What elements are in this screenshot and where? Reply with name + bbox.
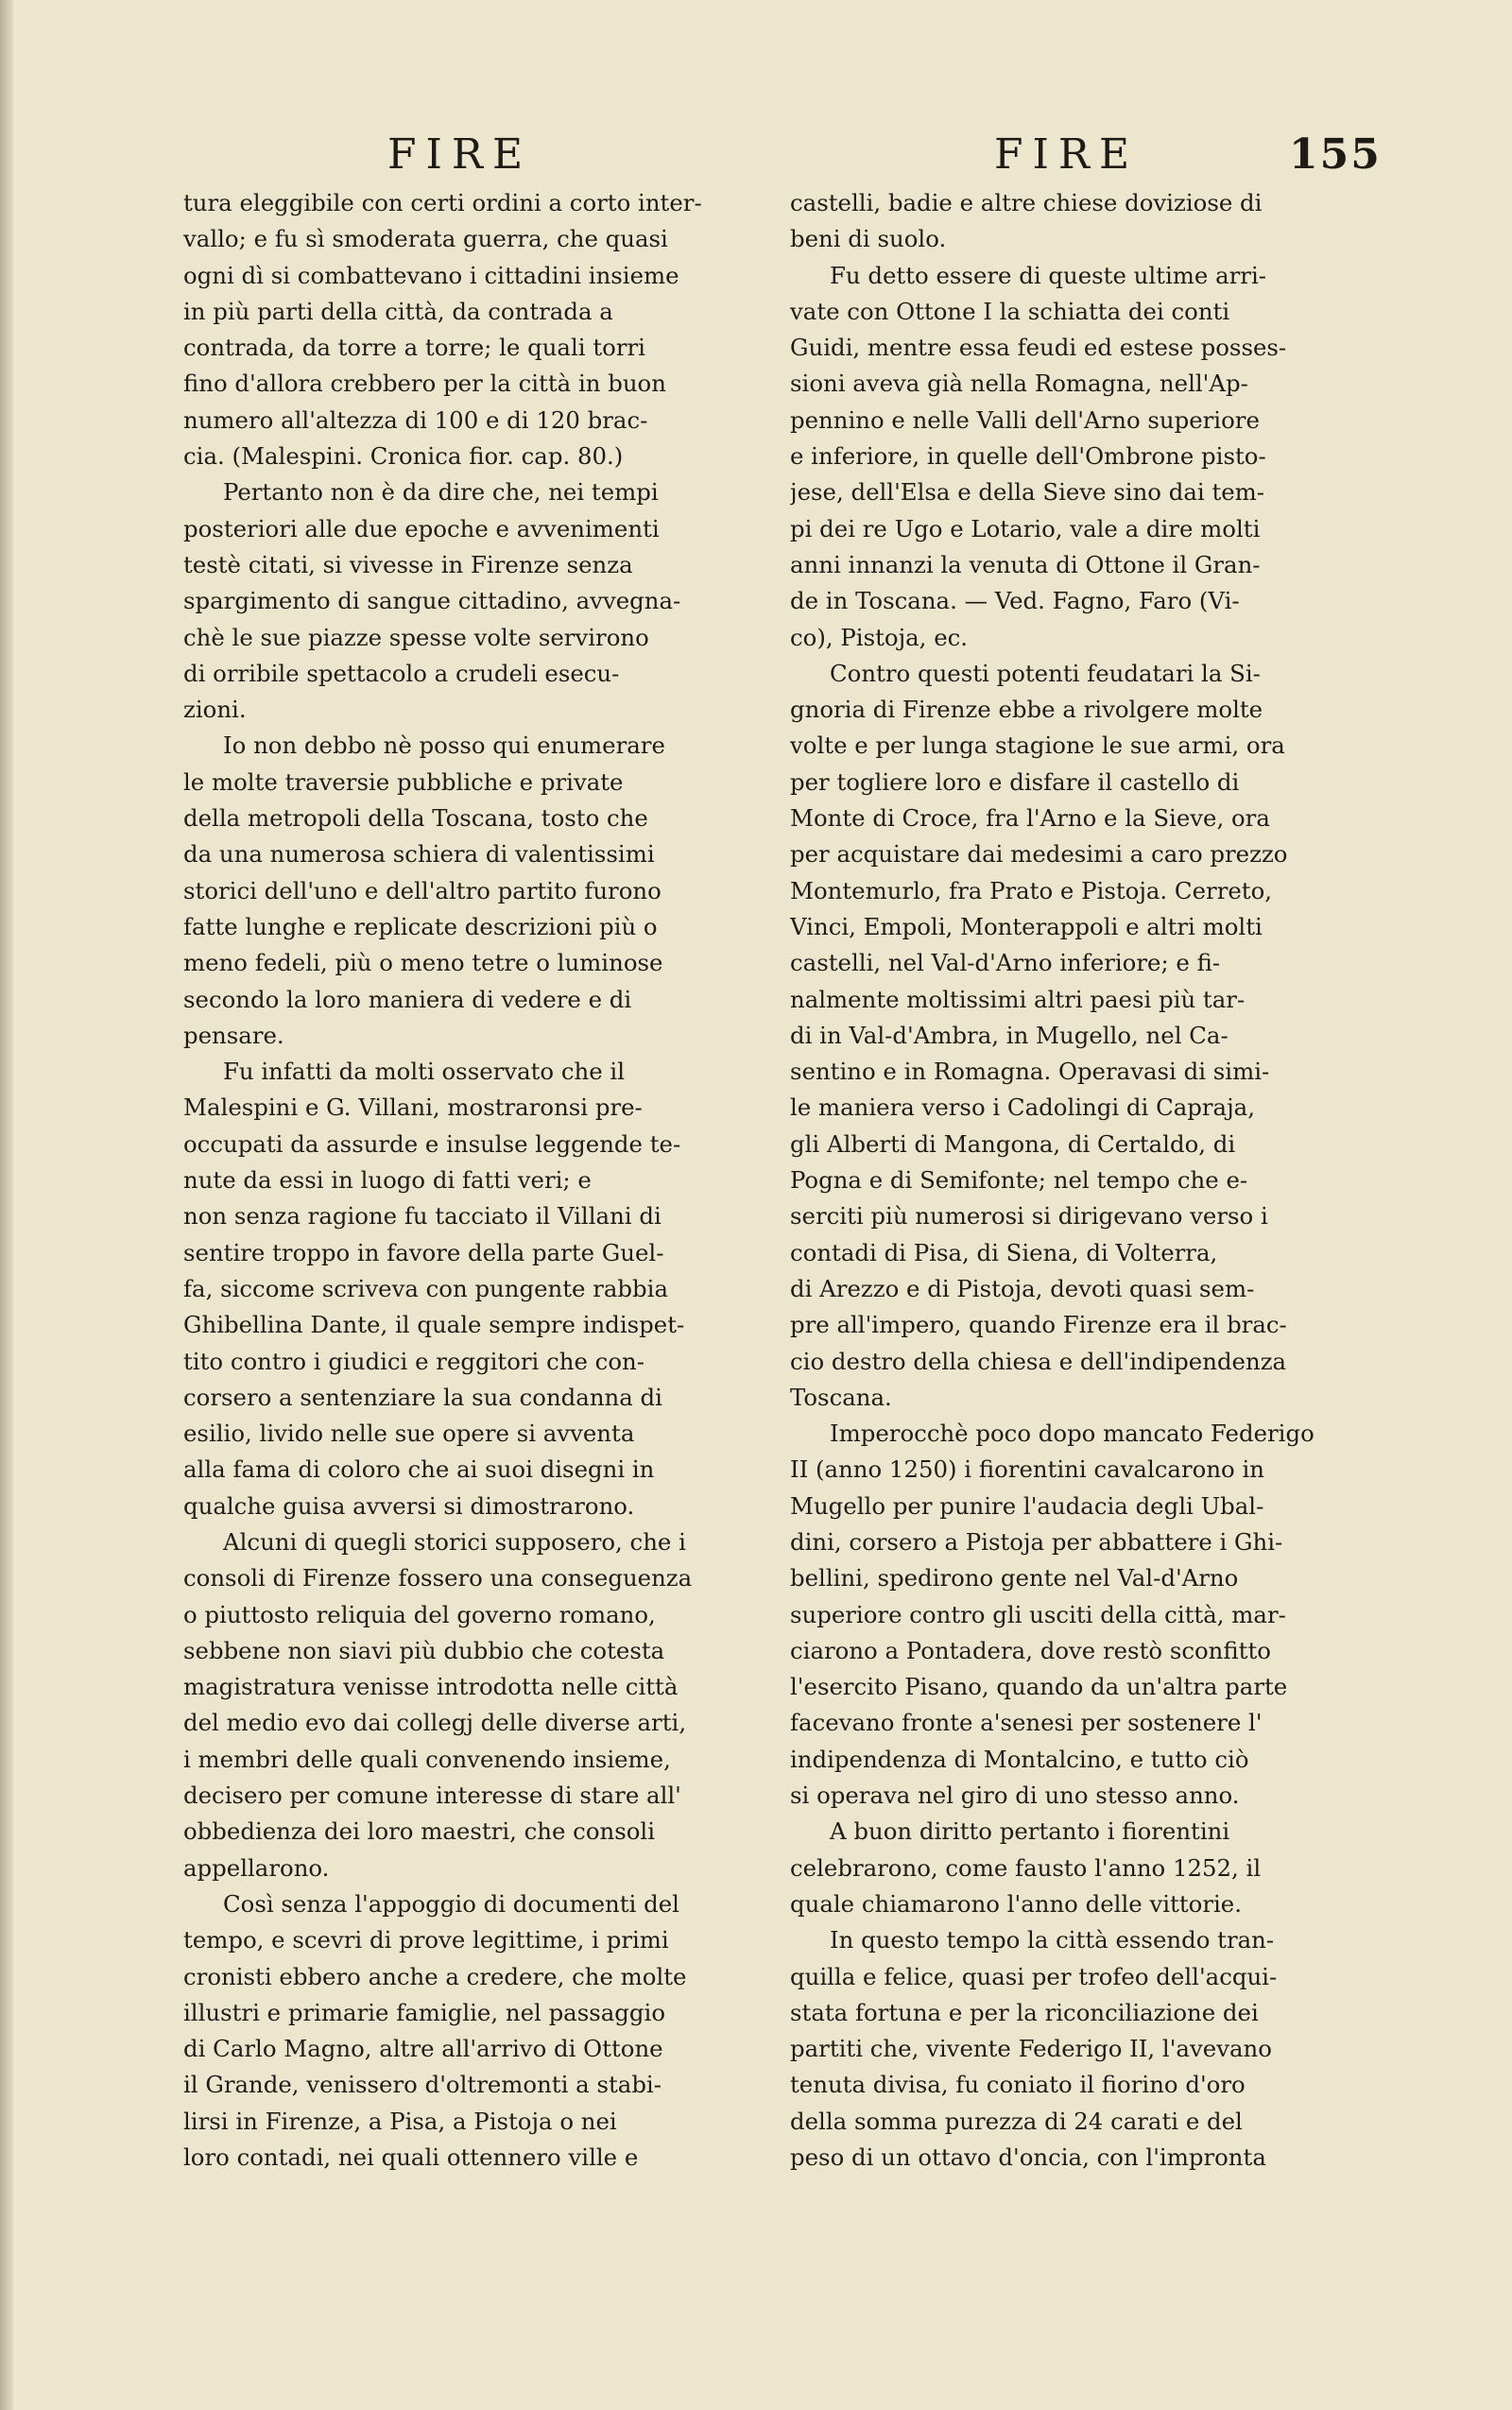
text-line: Malespini e G. Villani, mostraronsi pre-	[183, 1093, 643, 1122]
paragraph	[183, 1886, 750, 2176]
text-line: Pertanto non è da dire che, nei tempi	[223, 478, 659, 507]
text-line: alla fama di coloro che ai suoi disegni in	[183, 1455, 655, 1484]
text-line: posteriori alle due epoche e avvenimenti	[183, 514, 660, 542]
text-line: contadi di Pisa, di Siena, di Volterra,	[790, 1238, 1218, 1266]
text-line: pennino e nelle Valli dell'Arno superiore	[790, 405, 1260, 434]
text-line: storici dell'uno e dell'altro partito furono	[183, 876, 662, 904]
text-line: contrada, da torre a torre; le quali torri	[183, 334, 645, 362]
text-line: pensare.	[183, 1021, 284, 1049]
text-line: si operava nel giro di uno stesso anno.	[790, 1782, 1240, 1810]
text-line: appellarono.	[183, 1853, 330, 1882]
paragraph	[790, 1416, 1371, 1814]
text-line: superiore contro gli usciti della città, mar-	[790, 1600, 1286, 1628]
text-line: della somma purezza di 24 carati e del	[790, 2107, 1243, 2135]
text-line: del medio evo dai collegj delle diverse arti,	[183, 1709, 687, 1737]
text-line: Contro questi potenti feudatari la Si-	[830, 659, 1261, 687]
text-line: fatte lunghe e replicate descrizioni più o	[183, 912, 658, 940]
paragraph	[183, 185, 750, 474]
text-line: testè citati, si vivesse in Firenze senza	[183, 550, 633, 578]
text-line: di Carlo Magno, altre all'arrivo di Ottone	[183, 2035, 663, 2063]
text-line: nute da essi in luogo di fatti veri; e	[183, 1166, 592, 1195]
text-line: Imperocchè poco dopo mancato Federigo	[830, 1420, 1314, 1448]
text-line: le maniera verso i Cadolingi di Capraja,	[790, 1093, 1255, 1122]
text-line: obbedienza dei loro maestri, che consoli	[183, 1817, 656, 1846]
text-line: Vinci, Empoli, Monterappoli e altri molti	[790, 912, 1263, 940]
text-line: facevano fronte a'senesi per sostenere l'	[790, 1709, 1263, 1737]
text-line: da una numerosa schiera di valentissimi	[183, 840, 655, 869]
text-line: o piuttosto reliquia del governo romano,	[183, 1600, 656, 1628]
text-line: e inferiore, in quelle dell'Ombrone pisto-	[790, 442, 1266, 471]
text-line: qualche guisa avversi si dimostrarono.	[183, 1491, 635, 1520]
text-line: spargimento di sangue cittadino, avvegna-	[183, 587, 681, 615]
text-line: sentino e in Romagna. Operavasi di simi-	[790, 1058, 1270, 1086]
text-line: castelli, nel Val-d'Arno inferiore; e fi-	[790, 949, 1221, 977]
text-line: consoli di Firenze fossero una conseguenza	[183, 1564, 693, 1592]
text-line: tempo, e scevri di prove legittime, i primi	[183, 1926, 669, 1954]
text-line: della metropoli della Toscana, tosto che	[183, 804, 648, 833]
text-line: le molte traversie pubbliche e private	[183, 767, 624, 796]
paragraph	[790, 185, 1371, 258]
text-line: di in Val-d'Ambra, in Mugello, nel Ca-	[790, 1021, 1228, 1049]
text-line: cia. (Malespini. Cronica fior. cap. 80.)	[183, 442, 624, 471]
text-line: Fu infatti da molti osservato che il	[223, 1058, 626, 1086]
text-line: corsero a sentenziare la sua condanna di	[183, 1383, 662, 1411]
page-gutter	[0, 0, 13, 2410]
text-line: per togliere loro e disfare il castello di	[790, 767, 1240, 796]
text-line: gli Alberti di Mangona, di Certaldo, di	[790, 1129, 1236, 1158]
text-line: secondo la loro maniera di vedere e di	[183, 985, 632, 1013]
text-line: Monte di Croce, fra l'Arno e la Sieve, ora	[790, 804, 1270, 833]
text-line: jese, dell'Elsa e della Sieve sino dai tem-	[790, 478, 1265, 507]
text-line: illustri e primarie famiglie, nel passaggio	[183, 1998, 666, 2026]
running-header-left: FIRE	[387, 130, 533, 179]
right-column	[790, 185, 1371, 2176]
text-line: ogni dì si combattevano i cittadini insieme	[183, 261, 679, 289]
text-line: il Grande, venissero d'oltremonti a stabi-	[183, 2071, 662, 2099]
text-line: celebrarono, come fausto l'anno 1252, il	[790, 1853, 1262, 1882]
text-line: occupati da assurde e insulse leggende te-	[183, 1129, 681, 1158]
paragraph	[790, 656, 1371, 1416]
text-line: esilio, livido nelle sue opere si avventa	[183, 1420, 635, 1448]
text-line: anni innanzi la venuta di Ottone il Gran-	[790, 550, 1261, 578]
text-line: Alcuni di quegli storici supposero, che i	[223, 1527, 686, 1556]
text-line: indipendenza di Montalcino, e tutto ciò	[790, 1745, 1249, 1773]
text-line: partiti che, vivente Federigo II, l'avevano	[790, 2035, 1272, 2063]
text-line: sioni aveva già nella Romagna, nell'Ap-	[790, 370, 1248, 398]
page-number: 155	[1289, 130, 1382, 179]
text-line: numero all'altezza di 100 e di 120 brac-	[183, 405, 648, 434]
text-line: fino d'allora crebbero per la città in buon	[183, 370, 666, 398]
paragraph	[183, 728, 750, 1054]
text-line: di Arezzo e di Pistoja, devoti quasi sem-	[790, 1274, 1255, 1302]
text-line: pre all'impero, quando Firenze era il brac-	[790, 1311, 1287, 1339]
text-line: meno fedeli, più o meno tetre o luminose	[183, 949, 663, 977]
text-line: cio destro della chiesa e dell'indipendenza	[790, 1347, 1287, 1375]
text-line: lirsi in Firenze, a Pisa, a Pistoja o nei	[183, 2107, 617, 2135]
text-line: stata fortuna e per la riconciliazione dei	[790, 1998, 1259, 2026]
left-column	[183, 185, 750, 2176]
text-line: serciti più numerosi si dirigevano verso i	[790, 1202, 1268, 1231]
text-line: loro contadi, nei quali ottennero ville e	[183, 2143, 639, 2172]
text-line: Ghibellina Dante, il quale sempre indispet-	[183, 1311, 685, 1339]
text-line: vallo; e fu sì smoderata guerra, che quasi	[183, 225, 668, 253]
text-line: Così senza l'appoggio di documenti del	[223, 1889, 679, 1918]
text-line: quilla e felice, quasi per trofeo dell'acqui-	[790, 1962, 1278, 1990]
text-line: vate con Ottone I la schiatta dei conti	[790, 297, 1230, 325]
text-line: fa, siccome scriveva con pungente rabbia	[183, 1274, 668, 1302]
text-line: i membri delle quali convenendo insieme,	[183, 1745, 671, 1773]
text-line: per acquistare dai medesimi a caro prezzo	[790, 840, 1288, 869]
text-line: in più parti della città, da contrada a	[183, 297, 613, 325]
text-line: Io non debbo nè posso qui enumerare	[223, 732, 665, 760]
text-line: beni di suolo.	[790, 225, 947, 253]
text-line: tura eleggibile con certi ordini a corto inter-	[183, 189, 702, 216]
paragraph	[790, 1814, 1371, 1922]
text-line: decisero per comune interesse di stare all'	[183, 1782, 681, 1810]
text-line: nalmente moltissimi altri paesi più tar-	[790, 985, 1246, 1013]
text-line: tito contro i giudici e reggitori che con-	[183, 1347, 644, 1375]
text-line: sebbene non siavi più dubbio che cotesta	[183, 1636, 665, 1664]
running-header-right: FIRE	[994, 130, 1140, 179]
text-line: zioni.	[183, 696, 247, 724]
text-line: volte e per lunga stagione le sue armi, ora	[790, 732, 1285, 760]
text-line: Montemurlo, fra Prato e Pistoja. Cerreto,	[790, 876, 1273, 904]
paragraph	[790, 1922, 1371, 2176]
text-line: Fu detto essere di queste ultime arri-	[830, 261, 1266, 289]
text-line: bellini, spedirono gente nel Val-d'Arno	[790, 1564, 1239, 1592]
text-line: gnoria di Firenze ebbe a rivolgere molte	[790, 696, 1263, 724]
text-line: l'esercito Pisano, quando da un'altra parte	[790, 1673, 1288, 1701]
text-line: quale chiamarono l'anno delle vittorie.	[790, 1889, 1242, 1918]
text-line: Mugello per punire l'audacia degli Ubal-	[790, 1491, 1264, 1520]
text-line: de in Toscana. — Ved. Fagno, Faro (Vi-	[790, 587, 1240, 615]
text-line: sentire troppo in favore della parte Guel-	[183, 1238, 664, 1266]
text-line: II (anno 1250) i fiorentini cavalcarono in	[790, 1455, 1264, 1484]
text-line: Pogna e di Semifonte; nel tempo che e-	[790, 1166, 1248, 1195]
text-line: chè le sue piazze spesse volte servirono	[183, 623, 649, 651]
text-line: Toscana.	[790, 1383, 892, 1411]
text-line: castelli, badie e altre chiese doviziose di	[790, 189, 1263, 216]
text-line: A buon diritto pertanto i fiorentini	[830, 1817, 1230, 1846]
text-line: cronisti ebbero anche a credere, che molte	[183, 1962, 687, 1990]
paragraph	[183, 1054, 750, 1524]
text-line: peso di un ottavo d'oncia, con l'impronta	[790, 2143, 1266, 2172]
text-line: co), Pistoja, ec.	[790, 623, 969, 651]
text-line: In questo tempo la città essendo tran-	[830, 1926, 1275, 1954]
text-line: non senza ragione fu tacciato il Villani di	[183, 1202, 662, 1231]
text-line: magistratura venisse introdotta nelle città	[183, 1673, 679, 1701]
text-line: pi dei re Ugo e Lotario, vale a dire molti	[790, 514, 1261, 542]
text-line: dini, corsero a Pistoja per abbattere i Ghi-	[790, 1527, 1283, 1556]
paragraph	[790, 258, 1371, 656]
paragraph	[183, 474, 750, 728]
text-line: di orribile spettacolo a crudeli esecu-	[183, 659, 620, 687]
text-line: Guidi, mentre essa feudi ed estese posses-	[790, 334, 1287, 362]
text-line: tenuta divisa, fu coniato il fiorino d'oro	[790, 2071, 1246, 2099]
paragraph	[183, 1524, 750, 1886]
text-line: ciarono a Pontadera, dove restò sconfitto	[790, 1636, 1271, 1664]
